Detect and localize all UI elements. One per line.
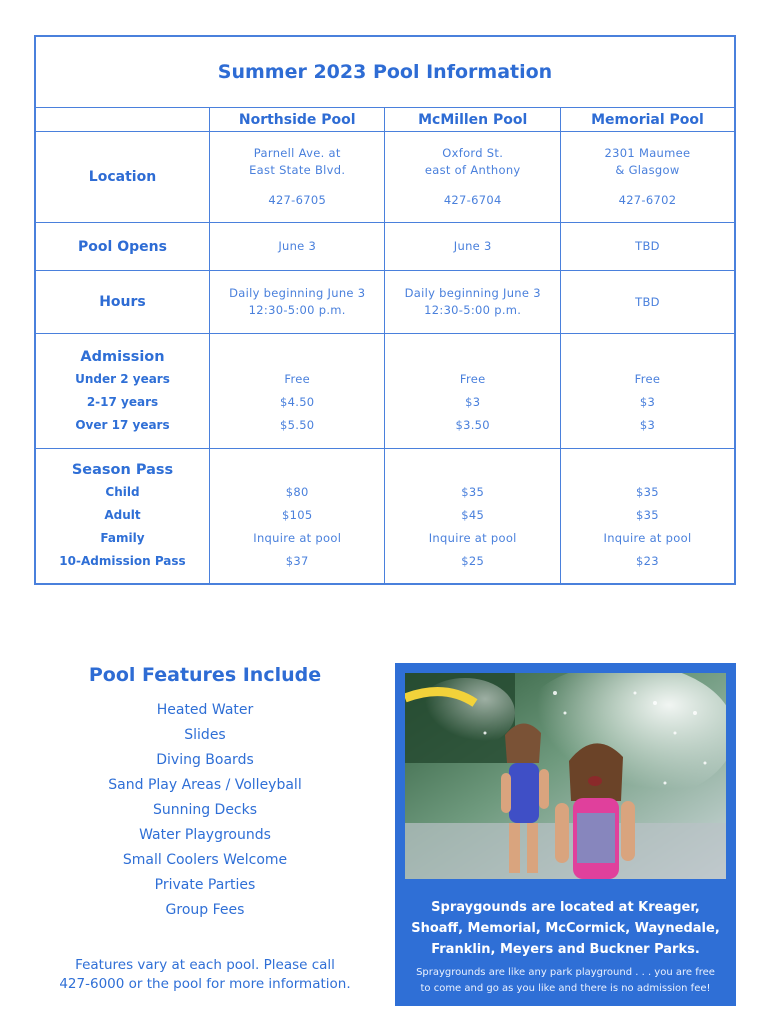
opens-label: Pool Opens: [35, 223, 209, 271]
admission-value: $3: [465, 394, 481, 409]
season-pass-value: Inquire at pool: [253, 531, 342, 545]
location-line2: East State Blvd.: [249, 163, 346, 177]
season-pass-value: Inquire at pool: [428, 531, 517, 545]
features-title: Pool Features Include: [88, 664, 322, 686]
sprayground-desc-line2: to come and go as you like and there is no admission fee!: [420, 983, 711, 994]
season-pass-value: $35: [636, 508, 659, 522]
location-phone: 427-6704: [443, 193, 502, 207]
admission-memorial: [560, 334, 735, 449]
sprayground-box: [395, 663, 736, 1006]
admission-label: Admission: [80, 348, 165, 365]
features-note-line1: Features vary at each pool. Please call: [75, 957, 335, 973]
hours-line2: 12:30-5:00 p.m.: [424, 303, 522, 317]
feature-item: Sunning Decks: [152, 802, 258, 818]
location-line2: east of Anthony: [424, 163, 521, 177]
season-pass-row-label: Child: [105, 485, 140, 499]
season-pass-row-label: Family: [100, 531, 145, 545]
sprayground-heading-line2: Shoaff, Memorial, McCormick, Waynedale,: [411, 921, 720, 936]
feature-item: Water Playgrounds: [139, 827, 271, 843]
hours-northside: [209, 271, 384, 334]
sprayground-heading-line1: Spraygounds are located at Kreager,: [431, 900, 700, 915]
location-line1: 2301 Maumee: [604, 146, 691, 160]
admission-value: Free: [634, 371, 661, 386]
season-pass-memorial: [560, 449, 735, 585]
admission-value: $5.50: [280, 417, 315, 432]
season-pass-value: $105: [281, 508, 313, 522]
feature-item: Sand Play Areas / Volleyball: [108, 777, 302, 793]
feature-item: Heated Water: [156, 702, 254, 718]
admission-label-cell: [35, 334, 209, 449]
season-pass-value: Inquire at pool: [603, 531, 692, 545]
admission-northside: [209, 334, 384, 449]
hours-label: Hours: [35, 271, 209, 334]
admission-value: $3: [639, 394, 656, 409]
location-line2: & Glasgow: [615, 163, 680, 177]
season-pass-label: Season Pass: [71, 462, 174, 478]
hours-line1: Daily beginning June 3: [404, 286, 541, 300]
admission-row-label: 2-17 years: [86, 394, 159, 409]
season-pass-value: $35: [636, 485, 659, 499]
location-mcmillen: [385, 132, 560, 223]
features-note: [40, 956, 370, 994]
admission-mcmillen: [385, 334, 560, 449]
season-pass-value: $45: [461, 508, 485, 522]
location-phone: 427-6705: [268, 193, 327, 207]
feature-item: Diving Boards: [156, 752, 254, 768]
admission-value: Free: [459, 371, 486, 386]
opens-northside: June 3: [209, 223, 384, 271]
pool-features-section: [40, 664, 370, 923]
location-memorial: [560, 132, 735, 223]
season-pass-row-label: 10-Admission Pass: [59, 554, 186, 568]
features-note-line2: 427-6000 or the pool for more information.: [59, 976, 351, 992]
header-mcmillen: McMillen Pool: [385, 108, 560, 132]
season-pass-value: $25: [461, 554, 485, 568]
admission-value: $3: [639, 417, 656, 432]
season-pass-value: $80: [285, 485, 309, 499]
season-pass-mcmillen: [385, 449, 560, 585]
admission-row-label: Under 2 years: [75, 371, 170, 386]
header-memorial: Memorial Pool: [560, 108, 735, 132]
pool-info-table: [34, 35, 736, 585]
admission-row-label: Over 17 years: [75, 417, 170, 432]
table-title: Summer 2023 Pool Information: [35, 36, 735, 108]
feature-item: Slides: [184, 727, 226, 743]
feature-item: Small Coolers Welcome: [122, 852, 288, 868]
hours-line1: TBD: [635, 294, 660, 309]
opens-memorial: TBD: [560, 223, 735, 271]
season-pass-value: $37: [285, 554, 309, 568]
season-pass-value: $35: [461, 485, 485, 499]
sprayground-heading-line3: Franklin, Meyers and Buckner Parks.: [431, 942, 700, 957]
location-line1: Parnell Ave. at: [253, 146, 341, 160]
header-northside: Northside Pool: [209, 108, 384, 132]
season-pass-value: $23: [636, 554, 659, 568]
location-label: Location: [35, 132, 209, 223]
location-northside: [209, 132, 384, 223]
season-pass-northside: [209, 449, 384, 585]
hours-line1: Daily beginning June 3: [229, 286, 366, 300]
hours-memorial: [560, 271, 735, 334]
feature-item: Group Fees: [165, 902, 245, 918]
sprayground-description: [403, 965, 728, 997]
admission-value: Free: [284, 371, 311, 386]
opens-mcmillen: June 3: [385, 223, 560, 271]
location-line1: Oxford St.: [442, 146, 504, 160]
hours-mcmillen: [385, 271, 560, 334]
hours-line2: 12:30-5:00 p.m.: [248, 303, 346, 317]
corner-cell: [35, 108, 209, 132]
feature-item: Private Parties: [154, 877, 256, 893]
sprayground-photo: [405, 673, 726, 879]
season-pass-label-cell: [35, 449, 209, 585]
admission-value: $3.50: [455, 417, 490, 432]
sprayground-heading: [403, 897, 728, 960]
location-phone: 427-6702: [618, 193, 677, 207]
admission-value: $4.50: [280, 394, 315, 409]
sprayground-desc-line1: Spraygrounds are like any park playground . . . you are free: [416, 967, 715, 978]
season-pass-row-label: Adult: [104, 508, 141, 522]
